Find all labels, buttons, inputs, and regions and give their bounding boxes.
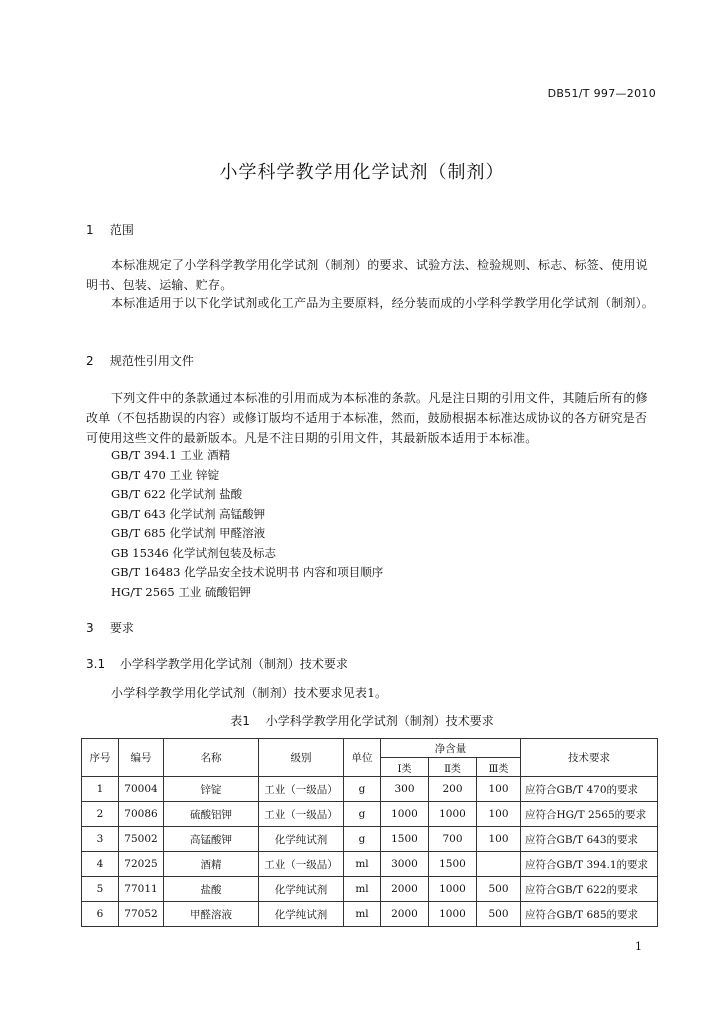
reference-item: GB/T 685 化学试剂 甲醛溶液 [111,526,266,540]
references-intro: 下列文件中的条款通过本标准的引用而成为本标准的条款。凡是注日期的引用文件，其随后所有的修改单（不包括勘误的内容）或修订版均不适用于本标准，然而，鼓励根据本标准达成协议的各方研究是否可使用这些文件的最新版本。凡是不注日期的引用文件，其最新版本适用于本标准。 [86,391,648,445]
cell-net-ii: 1000 [429,802,477,827]
cell-seq: 3 [82,827,119,852]
document-title: 小学科学教学用化学试剂（制剂） [219,162,505,183]
cell-net-ii: 1000 [429,902,477,927]
cell-code: 70004 [119,777,164,802]
reference-item: GB 15346 化学试剂包装及标志 [111,545,277,560]
section-2-heading [86,352,194,369]
cell-grade: 工业（一级品） [259,777,344,802]
section-title: 要求 [109,621,134,635]
page-number: 1 [635,940,642,953]
header-net-ii: Ⅱ类 [429,758,477,777]
cell-grade: 化学纯试剂 [259,877,344,902]
reference-item: GB/T 394.1 工业 酒精 [111,448,231,462]
cell-net-iii: 100 [477,777,521,802]
cell-seq: 2 [82,802,119,827]
cell-requirement: 应符合GB/T 622的要求 [521,877,658,902]
subsection-3-1-heading [86,655,348,672]
reference-item: HG/T 2565 工业 硫酸铝钾 [111,584,251,599]
cell-unit: g [344,827,381,852]
cell-net-i: 1500 [381,827,429,852]
cell-code: 70086 [119,802,164,827]
cell-name: 酒精 [164,852,259,877]
scope-paragraph-1: 本标准规定了小学科学教学用化学试剂（制剂）的要求、试验方法、检验规则、标志、标签、使用说明书、包装、运输、贮存。 [86,258,648,292]
table-row [82,777,658,802]
section-3-heading [86,619,134,636]
table-row [82,802,658,827]
table-row [82,902,658,927]
cell-seq: 6 [82,902,119,927]
table-row [82,877,658,902]
header-seq: 序号 [82,739,119,777]
table-caption-title: 小学科学教学用化学试剂（制剂）技术要求 [265,714,494,728]
cell-requirement: 应符合HG/T 2565的要求 [521,802,658,827]
cell-unit: g [344,802,381,827]
header-name: 名称 [164,739,259,777]
cell-grade: 化学纯试剂 [259,827,344,852]
header-code: 编号 [119,739,164,777]
cell-name: 盐酸 [164,877,259,902]
reference-list [111,446,383,602]
reference-item: GB/T 16483 化学品安全技术说明书 内容和项目顺序 [111,565,384,579]
header-requirement: 技术要求 [521,739,658,777]
subsection-number: 3.1 [86,657,106,671]
table-row [82,827,658,852]
subsection-3-1-text: 小学科学教学用化学试剂（制剂）技术要求见表1。 [111,686,388,700]
cell-name: 硫酸铝钾 [164,802,259,827]
section-number: 1 [86,223,94,237]
table-row [82,852,658,877]
cell-requirement: 应符合GB/T 643的要求 [521,827,658,852]
cell-seq: 4 [82,852,119,877]
section-number: 3 [86,621,94,635]
cell-grade: 化学纯试剂 [259,902,344,927]
cell-net-i: 2000 [381,877,429,902]
header-net-content: 净含量 [381,739,521,758]
cell-seq: 1 [82,777,119,802]
cell-code: 77052 [119,902,164,927]
cell-code: 72025 [119,852,164,877]
cell-unit: ml [344,902,381,927]
cell-net-i: 2000 [381,902,429,927]
section-title: 范围 [109,223,134,237]
cell-net-ii: 700 [429,827,477,852]
cell-requirement: 应符合GB/T 685的要求 [521,902,658,927]
header-grade: 级别 [259,739,344,777]
header-unit: 单位 [344,739,381,777]
cell-requirement: 应符合GB/T 470的要求 [521,777,658,802]
cell-net-ii: 1000 [429,877,477,902]
cell-unit: g [344,777,381,802]
reference-item: GB/T 643 化学试剂 高锰酸钾 [111,506,266,521]
cell-net-iii: 100 [477,827,521,852]
cell-code: 75002 [119,827,164,852]
subsection-title: 小学科学教学用化学试剂（制剂）技术要求 [119,657,348,671]
technical-requirements-table [81,738,658,927]
cell-net-ii: 200 [429,777,477,802]
cell-net-iii: 100 [477,802,521,827]
cell-net-i: 3000 [381,852,429,877]
cell-requirement: 应符合GB/T 394.1的要求 [521,852,658,877]
cell-unit: ml [344,877,381,902]
cell-unit: ml [344,852,381,877]
cell-name: 锌锭 [164,777,259,802]
cell-seq: 5 [82,877,119,902]
table-caption [0,712,724,729]
cell-grade: 工业（一级品） [259,852,344,877]
cell-net-i: 1000 [381,802,429,827]
cell-net-ii: 1500 [429,852,477,877]
scope-paragraph-2: 本标准适用于以下化学试剂或化工产品为主要原料，经分装而成的小学科学教学用化学试剂（制剂）。 [111,296,655,310]
cell-net-iii [477,852,521,877]
standard-code: DB51/T 997—2010 [547,87,656,100]
table-caption-label: 表1 [230,714,250,728]
reference-item: GB/T 622 化学试剂 盐酸 [111,487,243,501]
header-net-iii: Ⅲ类 [477,758,521,777]
section-1-heading [86,221,134,238]
cell-code: 77011 [119,877,164,902]
cell-net-i: 300 [381,777,429,802]
section-title: 规范性引用文件 [109,354,194,368]
cell-name: 甲醛溶液 [164,902,259,927]
cell-net-iii: 500 [477,877,521,902]
reference-item: GB/T 470 工业 锌锭 [111,467,220,482]
cell-grade: 工业（一级品） [259,802,344,827]
section-number: 2 [86,354,94,368]
cell-net-iii: 500 [477,902,521,927]
header-net-i: Ⅰ类 [381,758,429,777]
cell-name: 高锰酸钾 [164,827,259,852]
